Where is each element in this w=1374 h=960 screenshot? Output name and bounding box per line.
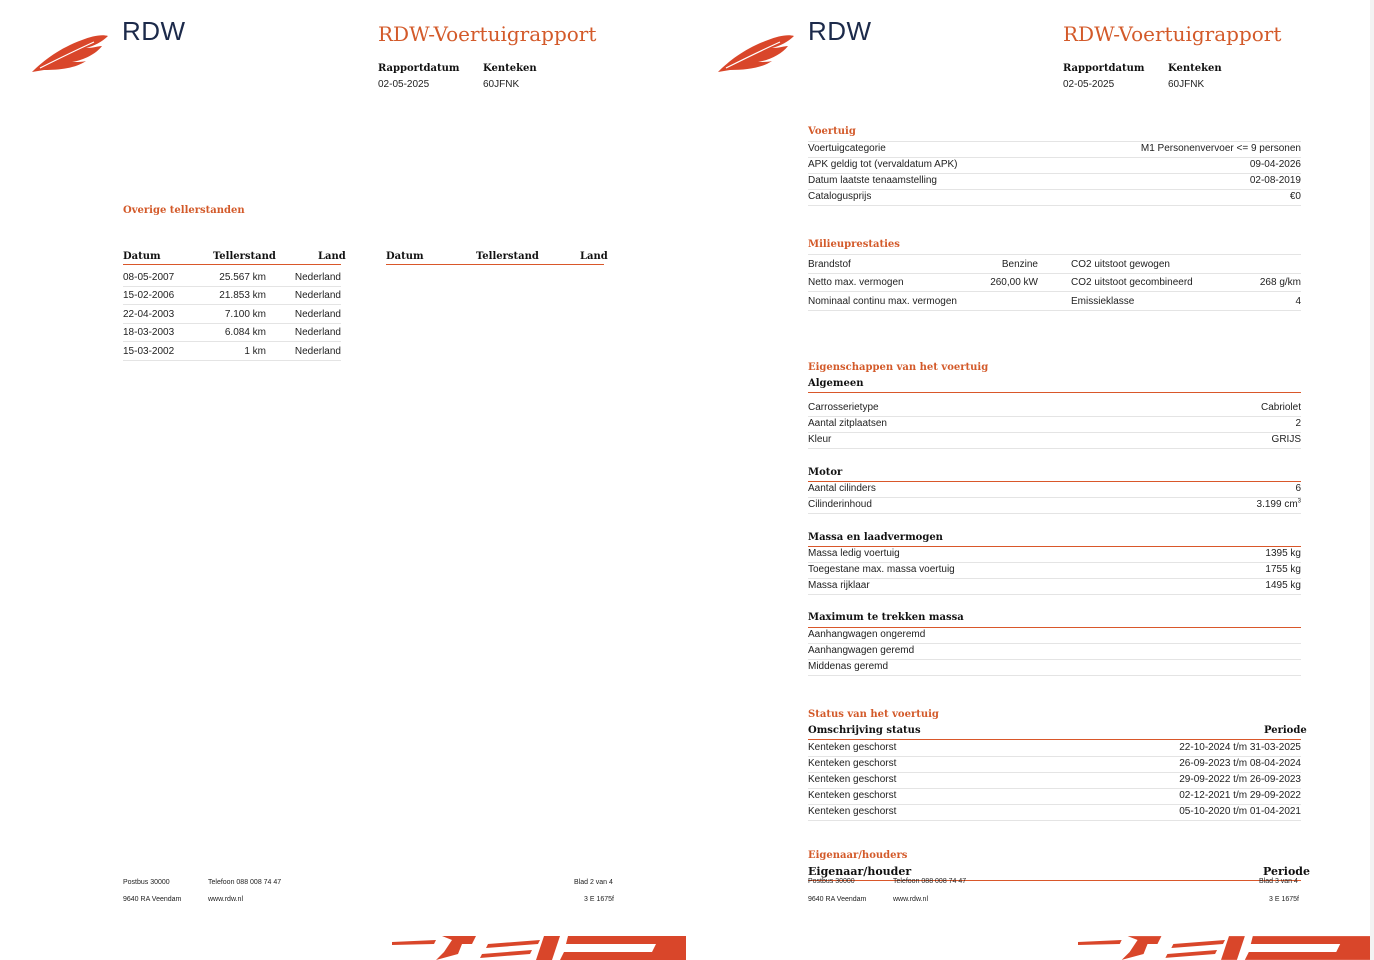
footer-website: www.rdw.nl	[893, 896, 929, 903]
col-header-omschrijving: Omschrijving status	[808, 725, 921, 736]
report-title: RDW-Voertuigrapport	[378, 22, 597, 46]
table-row	[123, 344, 341, 361]
row-datum: 08-05-2007	[123, 272, 175, 283]
row-label: Aantal cilinders	[808, 483, 876, 494]
table-row	[123, 270, 341, 287]
col-header-tellerstand-2: Tellerstand	[476, 251, 539, 262]
table-row	[808, 416, 1301, 433]
report-page-3	[686, 0, 1370, 960]
footer-telefoon: Telefoon 088 008 74 47	[893, 878, 967, 885]
row-value: 02-08-2019	[1249, 175, 1301, 186]
rdw-logo-text: RDW	[122, 16, 186, 46]
report-date-value: 02-05-2025	[378, 79, 430, 90]
row-label: Carrosserietype	[808, 402, 879, 413]
table-row	[808, 546, 1301, 563]
row-label: Catalogusprijs	[808, 191, 872, 202]
table-row	[123, 307, 341, 324]
row-value: 22-10-2024 t/m 31-03-2025	[1179, 742, 1301, 753]
row-land: Nederland	[294, 290, 341, 301]
footer-page-number: Blad 2 van 4	[574, 879, 613, 886]
section-rule	[808, 254, 1301, 255]
subsection-title-algemeen: Algemeen	[808, 378, 864, 389]
section-title-eigenschappen: Eigenschappen van het voertuig	[808, 362, 989, 373]
row-value: 1755 kg	[1265, 564, 1301, 575]
rdw-feather-logo-icon	[30, 32, 110, 74]
row-land: Nederland	[294, 272, 341, 283]
col-header-eigenaar: Eigenaar/houder	[808, 865, 912, 878]
plate-label: Kenteken	[483, 63, 537, 74]
footer-telefoon: Telefoon 088 008 74 47	[208, 879, 282, 886]
footer-page-number: Blad 3 van 4	[1259, 878, 1298, 885]
table-row	[808, 256, 1301, 274]
row-label-2: CO2 uitstoot gecombineerd	[1071, 277, 1193, 288]
subsection-title-motor: Motor	[808, 467, 843, 478]
viewer-edge	[1370, 0, 1374, 960]
row-label: Massa rijklaar	[808, 580, 870, 591]
row-tellerstand: 7.100 km	[224, 309, 266, 320]
footer-postbus: Postbus 30000	[123, 879, 170, 886]
table-row	[808, 562, 1301, 579]
row-datum: 18-03-2003	[123, 327, 175, 338]
row-label: Aantal zitplaatsen	[808, 418, 887, 429]
row-value: 2	[1295, 418, 1301, 429]
row-datum: 22-04-2003	[123, 309, 175, 320]
table-row	[808, 141, 1301, 158]
row-value: 09-04-2026	[1249, 159, 1301, 170]
table-row	[808, 432, 1301, 449]
table-row	[808, 157, 1301, 174]
row-value: Cabriolet	[1260, 402, 1301, 413]
row-value: 02-12-2021 t/m 29-09-2022	[1179, 790, 1301, 801]
header-underline-2	[386, 264, 604, 265]
row-value: 26-09-2023 t/m 08-04-2024	[1179, 758, 1301, 769]
row-label: Voertuigcategorie	[808, 143, 886, 154]
decorative-stripes-icon	[392, 932, 686, 960]
row-tellerstand: 1 km	[244, 346, 266, 357]
row-label: Nominaal continu max. vermogen	[808, 296, 957, 307]
col-header-tellerstand: Tellerstand	[213, 251, 276, 262]
section-title-milieu: Milieuprestaties	[808, 239, 900, 250]
row-value: Benzine	[1001, 259, 1038, 270]
row-land: Nederland	[294, 346, 341, 357]
row-tellerstand: 6.084 km	[224, 327, 266, 338]
row-value-2: 268 g/km	[1259, 277, 1301, 288]
row-datum: 15-02-2006	[123, 290, 175, 301]
cylinder-volume-unit-superscript: 3	[1297, 498, 1301, 505]
table-row	[808, 643, 1301, 660]
table-row	[808, 772, 1301, 789]
table-row	[808, 788, 1301, 805]
col-header-land-2: Land	[580, 251, 608, 262]
row-label: Kenteken geschorst	[808, 790, 897, 801]
footer-code: 3 E 1675f	[1269, 896, 1299, 903]
row-label: Kenteken geschorst	[808, 742, 897, 753]
row-value: €0	[1289, 191, 1301, 202]
subsection-title-trekken: Maximum te trekken massa	[808, 612, 964, 623]
report-date-label: Rapportdatum	[378, 63, 460, 74]
table-row	[808, 627, 1301, 644]
table-row	[808, 293, 1301, 311]
cylinder-volume-value: 3.199 cm	[1256, 499, 1298, 510]
report-date-value: 02-05-2025	[1063, 79, 1115, 90]
row-value: 6	[1295, 483, 1301, 494]
report-page-2	[0, 0, 686, 960]
section-title-voertuig: Voertuig	[808, 126, 856, 137]
table-row	[808, 804, 1301, 821]
footer-code: 3 E 1675f	[584, 896, 614, 903]
decorative-stripes-icon	[1078, 932, 1370, 960]
row-label: Aanhangwagen geremd	[808, 645, 915, 656]
rdw-feather-logo-icon	[716, 32, 796, 74]
col-header-datum: Datum	[123, 251, 161, 262]
table-row	[808, 400, 1301, 417]
col-header-periode-eigenaar: Periode	[1263, 865, 1310, 878]
row-label: Kenteken geschorst	[808, 774, 897, 785]
footer-address: 9640 RA Veendam	[123, 896, 182, 903]
subsection-title-massa: Massa en laadvermogen	[808, 532, 943, 543]
row-value-2: 4	[1295, 296, 1301, 307]
row-land: Nederland	[294, 309, 341, 320]
header-underline	[808, 880, 1301, 881]
report-date-label: Rapportdatum	[1063, 63, 1145, 74]
row-label: Aanhangwagen ongeremd	[808, 629, 926, 640]
plate-value: 60JFNK	[483, 79, 520, 90]
row-label: APK geldig tot (vervaldatum APK)	[808, 159, 958, 170]
table-row	[808, 740, 1301, 757]
row-label: Datum laatste tenaamstelling	[808, 175, 937, 186]
row-label: Brandstof	[808, 259, 851, 270]
subsection-underline	[808, 392, 1301, 393]
section-title-other-odometer: Overige tellerstanden	[123, 205, 245, 216]
col-header-land: Land	[318, 251, 346, 262]
plate-label: Kenteken	[1168, 63, 1222, 74]
table-row	[808, 481, 1301, 498]
row-label: Toegestane max. massa voertuig	[808, 564, 955, 575]
col-header-periode: Periode	[1264, 725, 1307, 736]
row-value: 260,00 kW	[990, 277, 1038, 288]
row-label: Massa ledig voertuig	[808, 548, 900, 559]
row-value: 1395 kg	[1265, 548, 1301, 559]
row-label: Cilinderinhoud	[808, 499, 872, 510]
footer-postbus: Postbus 30000	[808, 878, 855, 885]
section-title-status: Status van het voertuig	[808, 709, 939, 720]
row-value: 05-10-2020 t/m 01-04-2021	[1179, 806, 1301, 817]
row-value: 29-09-2022 t/m 26-09-2023	[1179, 774, 1301, 785]
row-tellerstand: 25.567 km	[219, 272, 266, 283]
row-label: Middenas geremd	[808, 661, 889, 672]
footer-address: 9640 RA Veendam	[808, 896, 867, 903]
rdw-logo-text: RDW	[808, 16, 872, 46]
row-label: Netto max. vermogen	[808, 277, 904, 288]
table-row	[808, 274, 1301, 292]
row-label-2: Emissieklasse	[1071, 296, 1135, 307]
row-value: GRIJS	[1271, 434, 1301, 445]
header-underline	[123, 264, 341, 265]
row-label: Kenteken geschorst	[808, 806, 897, 817]
table-row	[808, 578, 1301, 595]
row-datum: 15-03-2002	[123, 346, 175, 357]
row-label-2: CO2 uitstoot gewogen	[1071, 259, 1170, 270]
table-row	[808, 497, 1301, 514]
table-row	[808, 173, 1301, 190]
table-row	[123, 325, 341, 342]
table-row	[808, 659, 1301, 676]
section-title-eigenaar: Eigenaar/houders	[808, 850, 908, 861]
row-value	[1257, 497, 1301, 513]
table-row	[808, 756, 1301, 773]
row-value: M1 Personenvervoer <= 9 personen	[1140, 143, 1301, 154]
footer-website: www.rdw.nl	[208, 896, 244, 903]
row-label: Kenteken geschorst	[808, 758, 897, 769]
row-value: 1495 kg	[1265, 580, 1301, 591]
plate-value: 60JFNK	[1168, 79, 1205, 90]
row-land: Nederland	[294, 327, 341, 338]
col-header-datum-2: Datum	[386, 251, 424, 262]
row-label: Kleur	[808, 434, 832, 445]
report-title: RDW-Voertuigrapport	[1063, 22, 1282, 46]
table-row	[808, 189, 1301, 206]
row-tellerstand: 21.853 km	[219, 290, 266, 301]
table-row	[123, 288, 341, 305]
